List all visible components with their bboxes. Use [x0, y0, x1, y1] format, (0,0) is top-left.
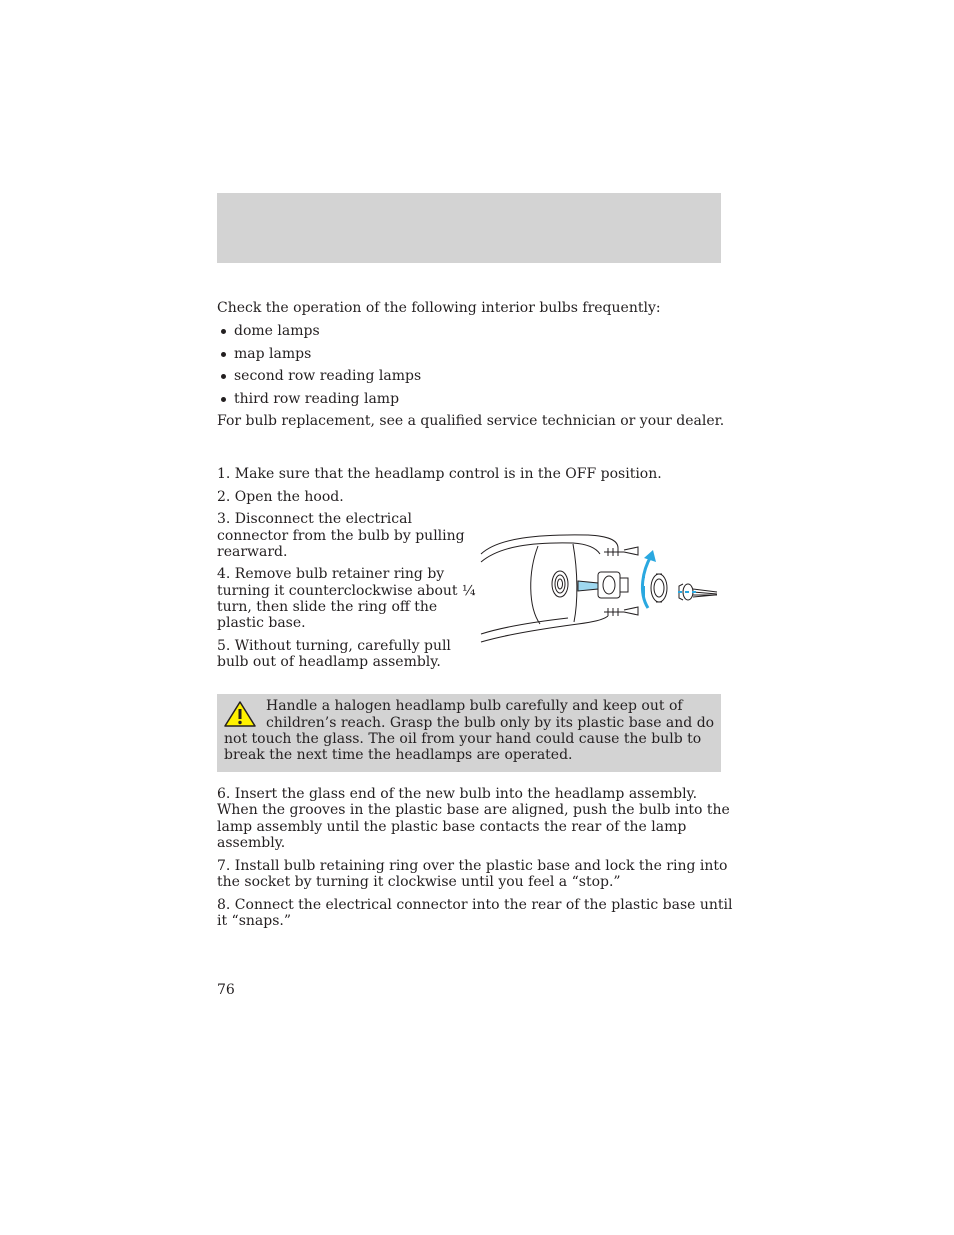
section-header-bar	[217, 193, 721, 263]
step-6-line: assembly.	[217, 835, 286, 851]
step-3-line: connector from the bulb by pulling	[217, 528, 465, 544]
bullet-icon	[221, 397, 226, 402]
warning-text-line: Handle a halogen headlamp bulb carefully and keep out of	[266, 698, 683, 714]
step-4-line: turn, then slide the ring off the	[217, 599, 438, 615]
step-4-line: turning it counterclockwise about ¼	[217, 583, 476, 599]
warning-triangle-icon	[223, 700, 257, 728]
warning-text-line: break the next time the headlamps are operated.	[224, 747, 573, 763]
step-6-line: lamp assembly until the plastic base contacts the rear of the lamp	[217, 819, 687, 835]
list-item: dome lamps	[234, 323, 320, 339]
step-3-line: rearward.	[217, 544, 288, 560]
page-number: 76	[217, 982, 235, 998]
warning-text-line: children’s reach. Grasp the bulb only by its plastic base and do	[266, 715, 715, 731]
warning-text-line: not touch the glass. The oil from your hand could cause the bulb to	[224, 731, 702, 747]
bullet-icon	[221, 329, 226, 334]
step-5-line: bulb out of headlamp assembly.	[217, 654, 441, 670]
step-3-line: 3. Disconnect the electrical	[217, 511, 412, 527]
step-1: 1. Make sure that the headlamp control is in the OFF position.	[217, 466, 662, 482]
step-8-line: it “snaps.”	[217, 913, 292, 929]
step-6-line: When the grooves in the plastic base are aligned, push the bulb into the	[217, 802, 730, 818]
headlamp-bulb-illustration	[478, 532, 720, 646]
list-item: third row reading lamp	[234, 391, 400, 407]
step-7-line: the socket by turning it clockwise until you feel a “stop.”	[217, 874, 621, 890]
step-4-line: 4. Remove bulb retainer ring by	[217, 566, 445, 582]
intro-text: Check the operation of the following interior bulbs frequently:	[217, 300, 661, 316]
bullet-icon	[221, 374, 226, 379]
bulb-replacement-note: For bulb replacement, see a qualified service technician or your dealer.	[217, 413, 725, 429]
list-item: map lamps	[234, 346, 312, 362]
bullet-icon	[221, 352, 226, 357]
step-7-line: 7. Install bulb retaining ring over the plastic base and lock the ring into	[217, 858, 728, 874]
step-5-line: 5. Without turning, carefully pull	[217, 638, 451, 654]
step-2: 2. Open the hood.	[217, 489, 344, 505]
step-6-line: 6. Insert the glass end of the new bulb into the headlamp assembly.	[217, 786, 698, 802]
step-8-line: 8. Connect the electrical connector into the rear of the plastic base until	[217, 897, 733, 913]
list-item: second row reading lamps	[234, 368, 422, 384]
step-4-line: plastic base.	[217, 615, 306, 631]
